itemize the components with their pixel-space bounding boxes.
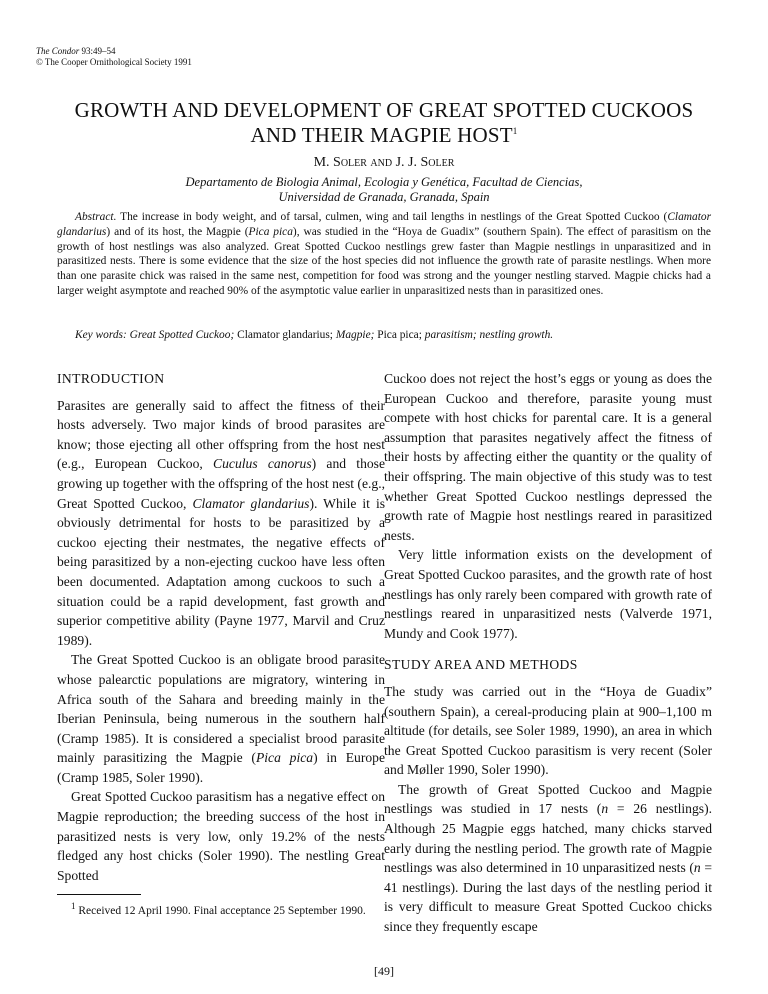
journal-citation [36,46,192,68]
abstract-species: Clamator glandarius [57,211,711,238]
journal-name: The Condor [36,46,80,56]
paragraph-text: The Great Spotted Cuckoo is an obligate brood parasite whose palearctic populations are migratory, wintering in Africa south of the Sahara and breeding mainly in the Iberian Peninsula, being numerous in the southern half (Cramp 1985). It is considered a specialist brood parasite mainly parasitizing the Magpie ( [57,652,385,766]
paragraph: Cuckoo does not reject the host’s eggs or young as does the European Cuckoo and therefore, parasite young must compete with host chicks for parental care. It is a general assumption that parasites negatively affect the fitness of their hosts by affecting either the quantity or the quality of their offspring. The main objective of this study was to test whether Great Spotted Cuckoo nestlings depressed the growth rate of Magpie host nestlings reared in parasitized nests. [384,371,712,543]
keyword: Great Spotted Cuckoo; [129,329,235,341]
footnote-text: Received 12 April 1990. Final acceptance 25 September 1990. [78,905,366,917]
title-line-2: AND THEIR MAGPIE HOST [250,123,513,147]
species-name: Clamator glandarius [192,495,310,511]
title-footnote-mark: 1 [512,126,518,136]
section-heading-methods: STUDY AREA AND METHODS [384,657,578,673]
keyword: Clamator glandarius; [237,329,333,341]
right-column [384,369,712,937]
keyword: nestling growth. [479,329,554,341]
species-name: Pica pica [255,750,314,766]
abstract-text: The increase in body weight, and of tarsal, culmen, wing and tail lengths in nestlings of the Great Spotted Cuckoo ( [120,211,668,223]
abstract-text: ) and of its host, the Magpie ( [106,225,249,238]
footnote [57,901,377,919]
paragraph-text: ) and those growing up together with the offspring of the host nest (e.g., Great Spotted Cuckoo, [57,456,385,511]
abstract-label: Abstract. [75,211,117,223]
affiliation-line-2: Universidad de Granada, Granada, Spain [278,190,490,204]
authors: M. Soler and J. J. Soler [313,155,455,170]
article-title [0,98,768,148]
paragraph [57,650,385,787]
keywords [57,328,711,343]
paragraph: The study was carried out in the “Hoya de Guadix” (southern Spain), a cereal-producing plain at 900–1,100 m altitude (for details, see Soler 1989, 1990), an area in which the Great Spotted Cuckoo parasitism is very recent (Soler and Møller 1990, Soler 1990). [384,683,712,778]
footnote-mark: 1 [71,901,76,912]
paragraph-text: The growth of Great Spotted Cuckoo and Magpie nestlings was studied in 17 nests ( [384,781,712,817]
italic-n: n [693,860,701,876]
left-column [57,369,385,885]
keyword: Magpie; [335,329,375,341]
paragraph [384,780,712,937]
abstract-species: Pica pica [248,225,293,238]
affiliation [0,175,768,205]
italic-n: n [601,801,609,817]
paragraph [57,396,385,651]
section-heading-introduction: INTRODUCTION [57,371,165,386]
paragraph-text: = 26 nestlings). Although 25 Magpie eggs hatched, many chicks starved early during the nestling period. The growth rate of Magpie nestlings was also determined in 10 unparasitized nests ( [384,801,712,876]
keywords-label: Key words: [75,329,127,341]
paragraph: Very little information exists on the development of Great Spotted Cuckoo parasites, and the growth rate of host nestlings has only rarely been compared with growth rate of nestlings reared in unparasitized nests (Valverde 1971, Mundy and Cook 1977). [384,547,712,641]
affiliation-line-1: Departamento de Biologia Animal, Ecologia y Genética, Facultad de Ciencias, [185,175,583,189]
page-number: [49] [374,964,394,978]
journal-volume-pages: 93:49–54 [81,46,116,56]
keyword: Pica pica; [377,329,422,341]
paragraph: Great Spotted Cuckoo parasitism has a negative effect on Magpie reproduction; the breeding success of the host in parasitized nests is very low, only 19.2% of the nests fledged any host chicks (Soler 1990). The nestling Great Spotted [57,789,385,883]
paragraph-text: = 41 nestlings). During the last days of the nestling period it is very difficult to measure Great Spotted Cuckoo chicks since they frequently escape [384,860,712,935]
abstract-text: ), was studied in the “Hoya de Guadix” (southern Spain). The effect of parasitism on the growth of host nestlings was also analyzed. Great Spotted Cuckoo nestlings grew faster than Magpie nestlings in unparasitized and in parasitized nests. There is some evidence that the size of the host species did not influence the growth rate of parasite nestlings. When more than one parasite chick was raised in the same nest, competition for food was strong and the younger nestling starved. Magpie chicks had a larger weight asymptote and reached 90% of the asymptotic value earlier in unparasitized nests than in parasitized ones. [57,225,711,297]
abstract [57,210,711,299]
title-line-1: GROWTH AND DEVELOPMENT OF GREAT SPOTTED CUCKOOS [74,98,694,122]
journal-copyright: © The Cooper Ornithological Society 1991 [36,57,192,67]
keyword: parasitism; [424,329,477,341]
paragraph-text: ). While it is obviously detrimental for hosts to be parasitized by a cuckoo ejecting their nestmates, the negative effects of being parasitized by a non-ejecting cuckoo have less often been documented. Adaptation among cuckoos to such a situation could be a rapid development, fast growth and superior competitive ability (Payne 1977, Marvil and Cruz 1989). [57,495,386,648]
paragraph-text: ) in Europe (Cramp 1985, Soler 1990). [57,750,385,785]
paragraph-text: Parasites are generally said to affect the fitness of their hosts adversely. Two major kinds of brood parasites are know; those ejecting all other offspring from the host nest (e.g., European Cuckoo, [57,397,385,472]
footnote-rule [57,894,141,895]
species-name: Cuculus canorus [213,456,312,472]
